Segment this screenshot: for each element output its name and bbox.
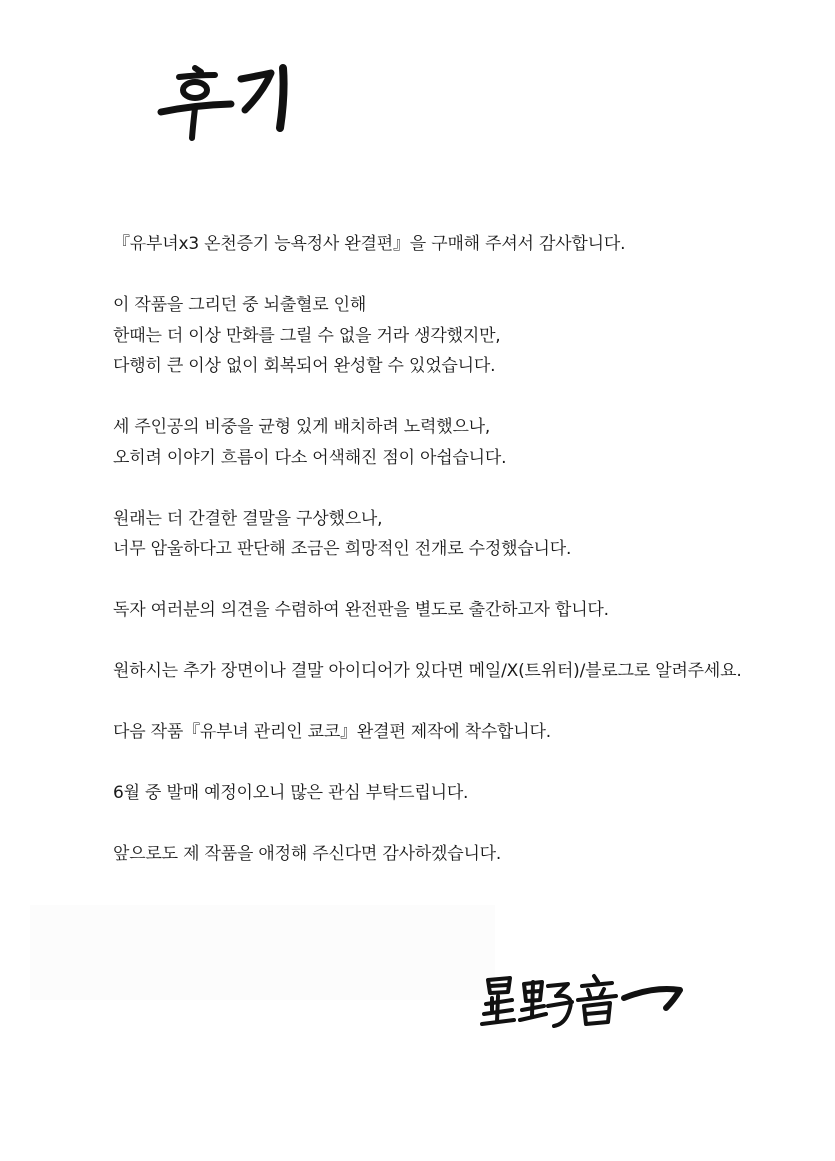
handwritten-signature [478, 970, 688, 1035]
body-line: 오히려 이야기 흐름이 다소 어색해진 점이 아쉽습니다. [113, 447, 507, 468]
body-line: 다음 작품『유부녀 관리인 쿄코』완결편 제작에 착수합니다. [113, 722, 551, 742]
body-line: 6월 중 발매 예정이오니 많은 관심 부탁드립니다. [113, 783, 469, 803]
background-panel [30, 905, 495, 1000]
body-line: 세 주인공의 비중을 균형 있게 배치하려 노력했으나, [113, 417, 491, 437]
handwritten-title [155, 60, 295, 145]
body-line: 독자 여러분의 의견을 수렴하여 완전판을 별도로 출간하고자 합니다. [113, 600, 609, 620]
body-line: 앞으로도 제 작품을 애정해 주신다면 감사하겠습니다. [113, 844, 502, 864]
body-line: 이 작품을 그리던 중 뇌출혈로 인해 [113, 295, 367, 315]
body-line: 원하시는 추가 장면이나 결말 아이디어가 있다면 메일/X(트위터)/블로그로 알려주세요. [113, 661, 742, 681]
body-line: 한때는 더 이상 만화를 그릴 수 없을 거라 생각했지만, [113, 325, 501, 346]
body-line: 원래는 더 간결한 결말을 구상했으나, [113, 508, 383, 529]
body-line: 다행히 큰 이상 없이 회복되어 완성할 수 있었습니다. [113, 356, 496, 376]
body-line: 너무 암울하다고 판단해 조금은 희망적인 전개로 수정했습니다. [113, 539, 572, 559]
body-line: 『유부녀x3 온천증기 능욕정사 완결편』을 구매해 주셔서 감사합니다. [113, 234, 626, 254]
afterword-body [113, 229, 813, 870]
